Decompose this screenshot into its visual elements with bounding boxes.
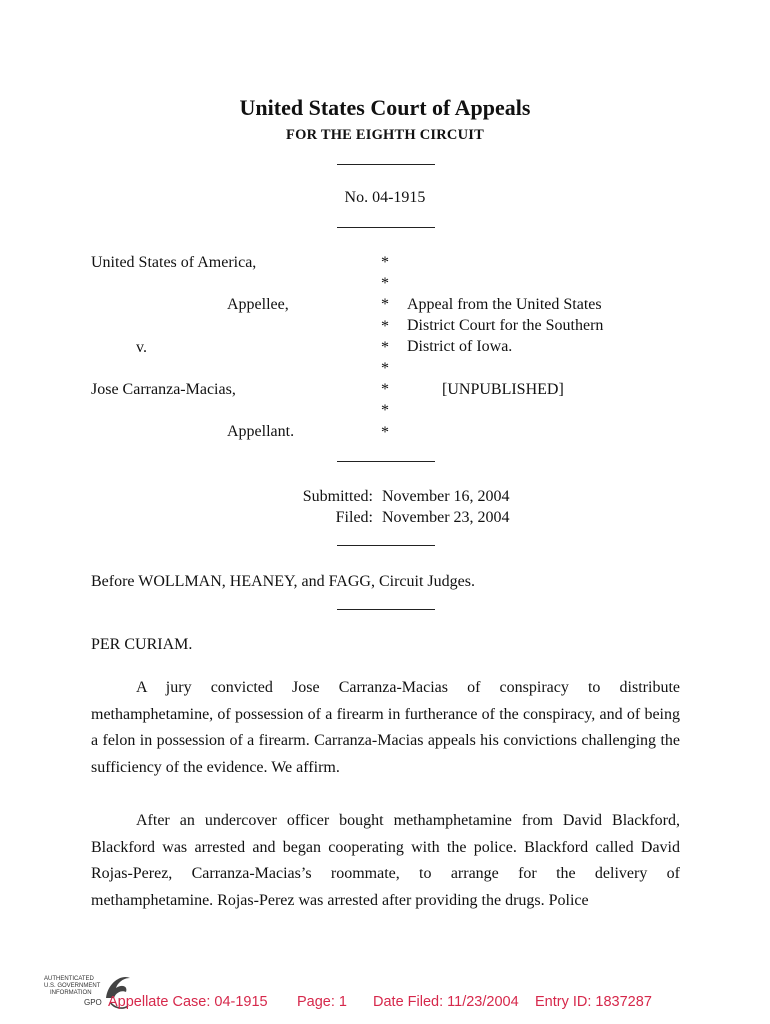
versus: v. [136, 339, 147, 356]
appeal-line: Appeal from the United States [407, 296, 602, 313]
circuit-name: FOR THE EIGHTH CIRCUIT [286, 127, 484, 143]
opinion-paragraph: After an undercover officer bought methamphetamine from David Blackford, Blackford was arrested and began cooperating with the police. Blackford called David Rojas-Perez, Carranza-Macias’s roommate, to arrange for the delivery of methamphetamine. Rojas-Perez was arrested after providing the drugs. Police [91, 812, 680, 909]
plaintiff-role: Appellee, [227, 296, 289, 313]
case-number: No. 04-1915 [344, 189, 426, 206]
divider [337, 545, 435, 546]
appeal-line: District of Iowa. [407, 338, 513, 355]
panel-judges: Before WOLLMAN, HEANEY, and FAGG, Circuit Judges. [91, 573, 475, 590]
unpublished-label: [UNPUBLISHED] [442, 381, 564, 398]
divider [337, 461, 435, 462]
appeal-line: District Court for the Southern [407, 317, 604, 334]
footer-case: Appellate Case: 04-1915 [108, 994, 268, 1010]
star: * [381, 317, 389, 335]
court-title: United States Court of Appeals [239, 95, 531, 120]
star: * [381, 338, 389, 356]
logo-text: U.S. GOVERNMENT [44, 983, 101, 989]
filed-label: Filed: [335, 509, 373, 526]
star: * [381, 296, 389, 314]
opinion-label: PER CURIAM. [91, 636, 193, 653]
caption-stars [378, 252, 392, 443]
logo-text: INFORMATION [50, 990, 92, 996]
defendant-name: Jose Carranza-Macias, [91, 381, 236, 398]
filed-date: November 23, 2004 [382, 509, 510, 526]
plaintiff-name: United States of America, [91, 254, 257, 271]
submitted-label: Submitted: [302, 488, 373, 505]
logo-text: GPO [84, 998, 102, 1007]
star: * [381, 423, 389, 441]
divider [337, 227, 435, 228]
appeal-from [407, 294, 603, 357]
star: * [381, 254, 389, 271]
logo-text: AUTHENTICATED [44, 976, 94, 982]
opinion-paragraph: A jury convicted Jose Carranza-Macias of conspiracy to distribute methamphetamine, of possession of a firearm in furtherance of the conspiracy, and of being a felon in possession of a firearm. Carranza-Macias appeals his convictions challenging the sufficiency of the evidence. We affirm. [91, 679, 680, 776]
star: * [381, 381, 389, 399]
divider [337, 164, 435, 165]
footer-date-filed: Date Filed: 11/23/2004 [373, 994, 519, 1010]
footer-entry-id: Entry ID: 1837287 [535, 994, 652, 1010]
star: * [381, 402, 389, 420]
star: * [381, 275, 389, 293]
star: * [381, 360, 389, 378]
defendant-role: Appellant. [227, 423, 295, 440]
footer-page: Page: 1 [297, 994, 347, 1010]
divider [337, 609, 435, 610]
submitted-date: November 16, 2004 [382, 488, 510, 505]
